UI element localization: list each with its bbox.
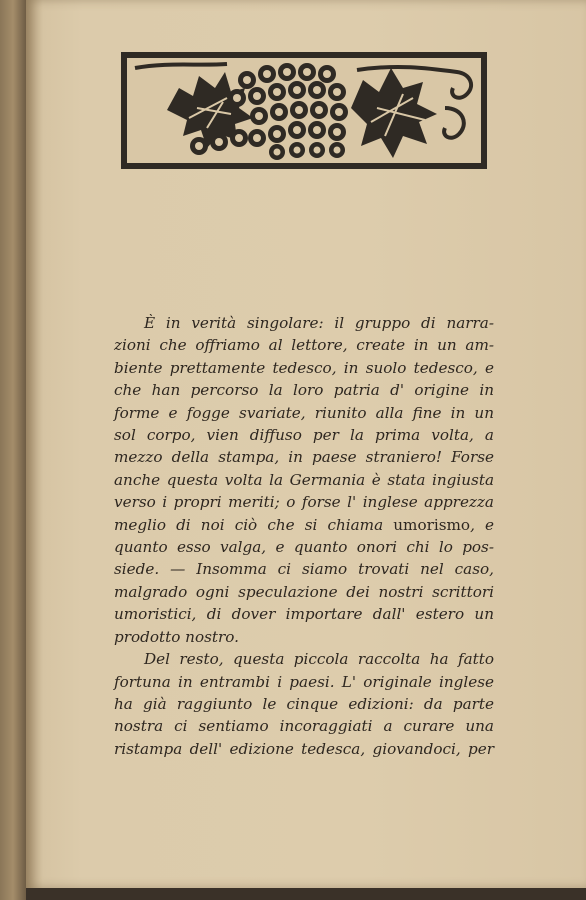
text-line: biente prettamente tedesco, in suolo tedesco, e: [114, 358, 494, 377]
text-line: verso i propri meriti; o forse l' inglese apprezza: [114, 493, 494, 512]
text-line: mezzo della stampa, in paese straniero! Forse: [114, 448, 494, 467]
grape-vine-ornament-icon: [121, 52, 487, 169]
text-line-with-upright-word: [114, 514, 494, 536]
text-line: prodotto nostro.: [114, 627, 239, 646]
text-line: che han percorso la loro patria d' origine in: [114, 381, 494, 400]
text-fragment: meglio di noi ciò che si chiama: [114, 515, 384, 534]
text-line: siede. — Insomma ci siamo trovati nel caso,: [114, 560, 494, 579]
text-line: ha già raggiunto le cinque edizioni: da parte: [114, 694, 494, 713]
paragraph-1: [114, 312, 494, 648]
text-line: anche questa volta la Germania è stata ingiusta: [114, 470, 494, 489]
text-line: nostra ci sentiamo incoraggiati a curare una: [114, 717, 494, 736]
text-line: zioni che offriamo al lettore, create in un am-: [114, 336, 494, 355]
book-spine-shadow: [0, 0, 26, 900]
text-line: È in verità singolare: il gruppo di narra-: [144, 314, 494, 332]
body-text: [114, 312, 494, 760]
paragraph-2: [114, 648, 494, 760]
text-line: malgrado ogni speculazione dei nostri scrittori: [114, 582, 494, 601]
text-line: ristampa dell' edizione tedesca, giovandoci, per: [114, 739, 494, 758]
text-fragment: , e: [470, 515, 494, 534]
text-line: fortuna in entrambi i paesi. L' originale inglese: [114, 672, 494, 691]
text-line: umoristici, di dover importare dall' estero un: [114, 605, 494, 624]
text-line: quanto esso valga, e quanto onori chi lo pos-: [114, 538, 494, 557]
upright-word: umorismo: [393, 515, 471, 534]
text-line: sol corpo, vien diffuso per la prima volta, a: [114, 426, 494, 445]
page-bottom-edge: [26, 888, 586, 900]
text-line: Del resto, questa piccola raccolta ha fatto: [144, 650, 494, 669]
text-line: forme e fogge svariate, riunito alla fine in un: [114, 403, 494, 422]
